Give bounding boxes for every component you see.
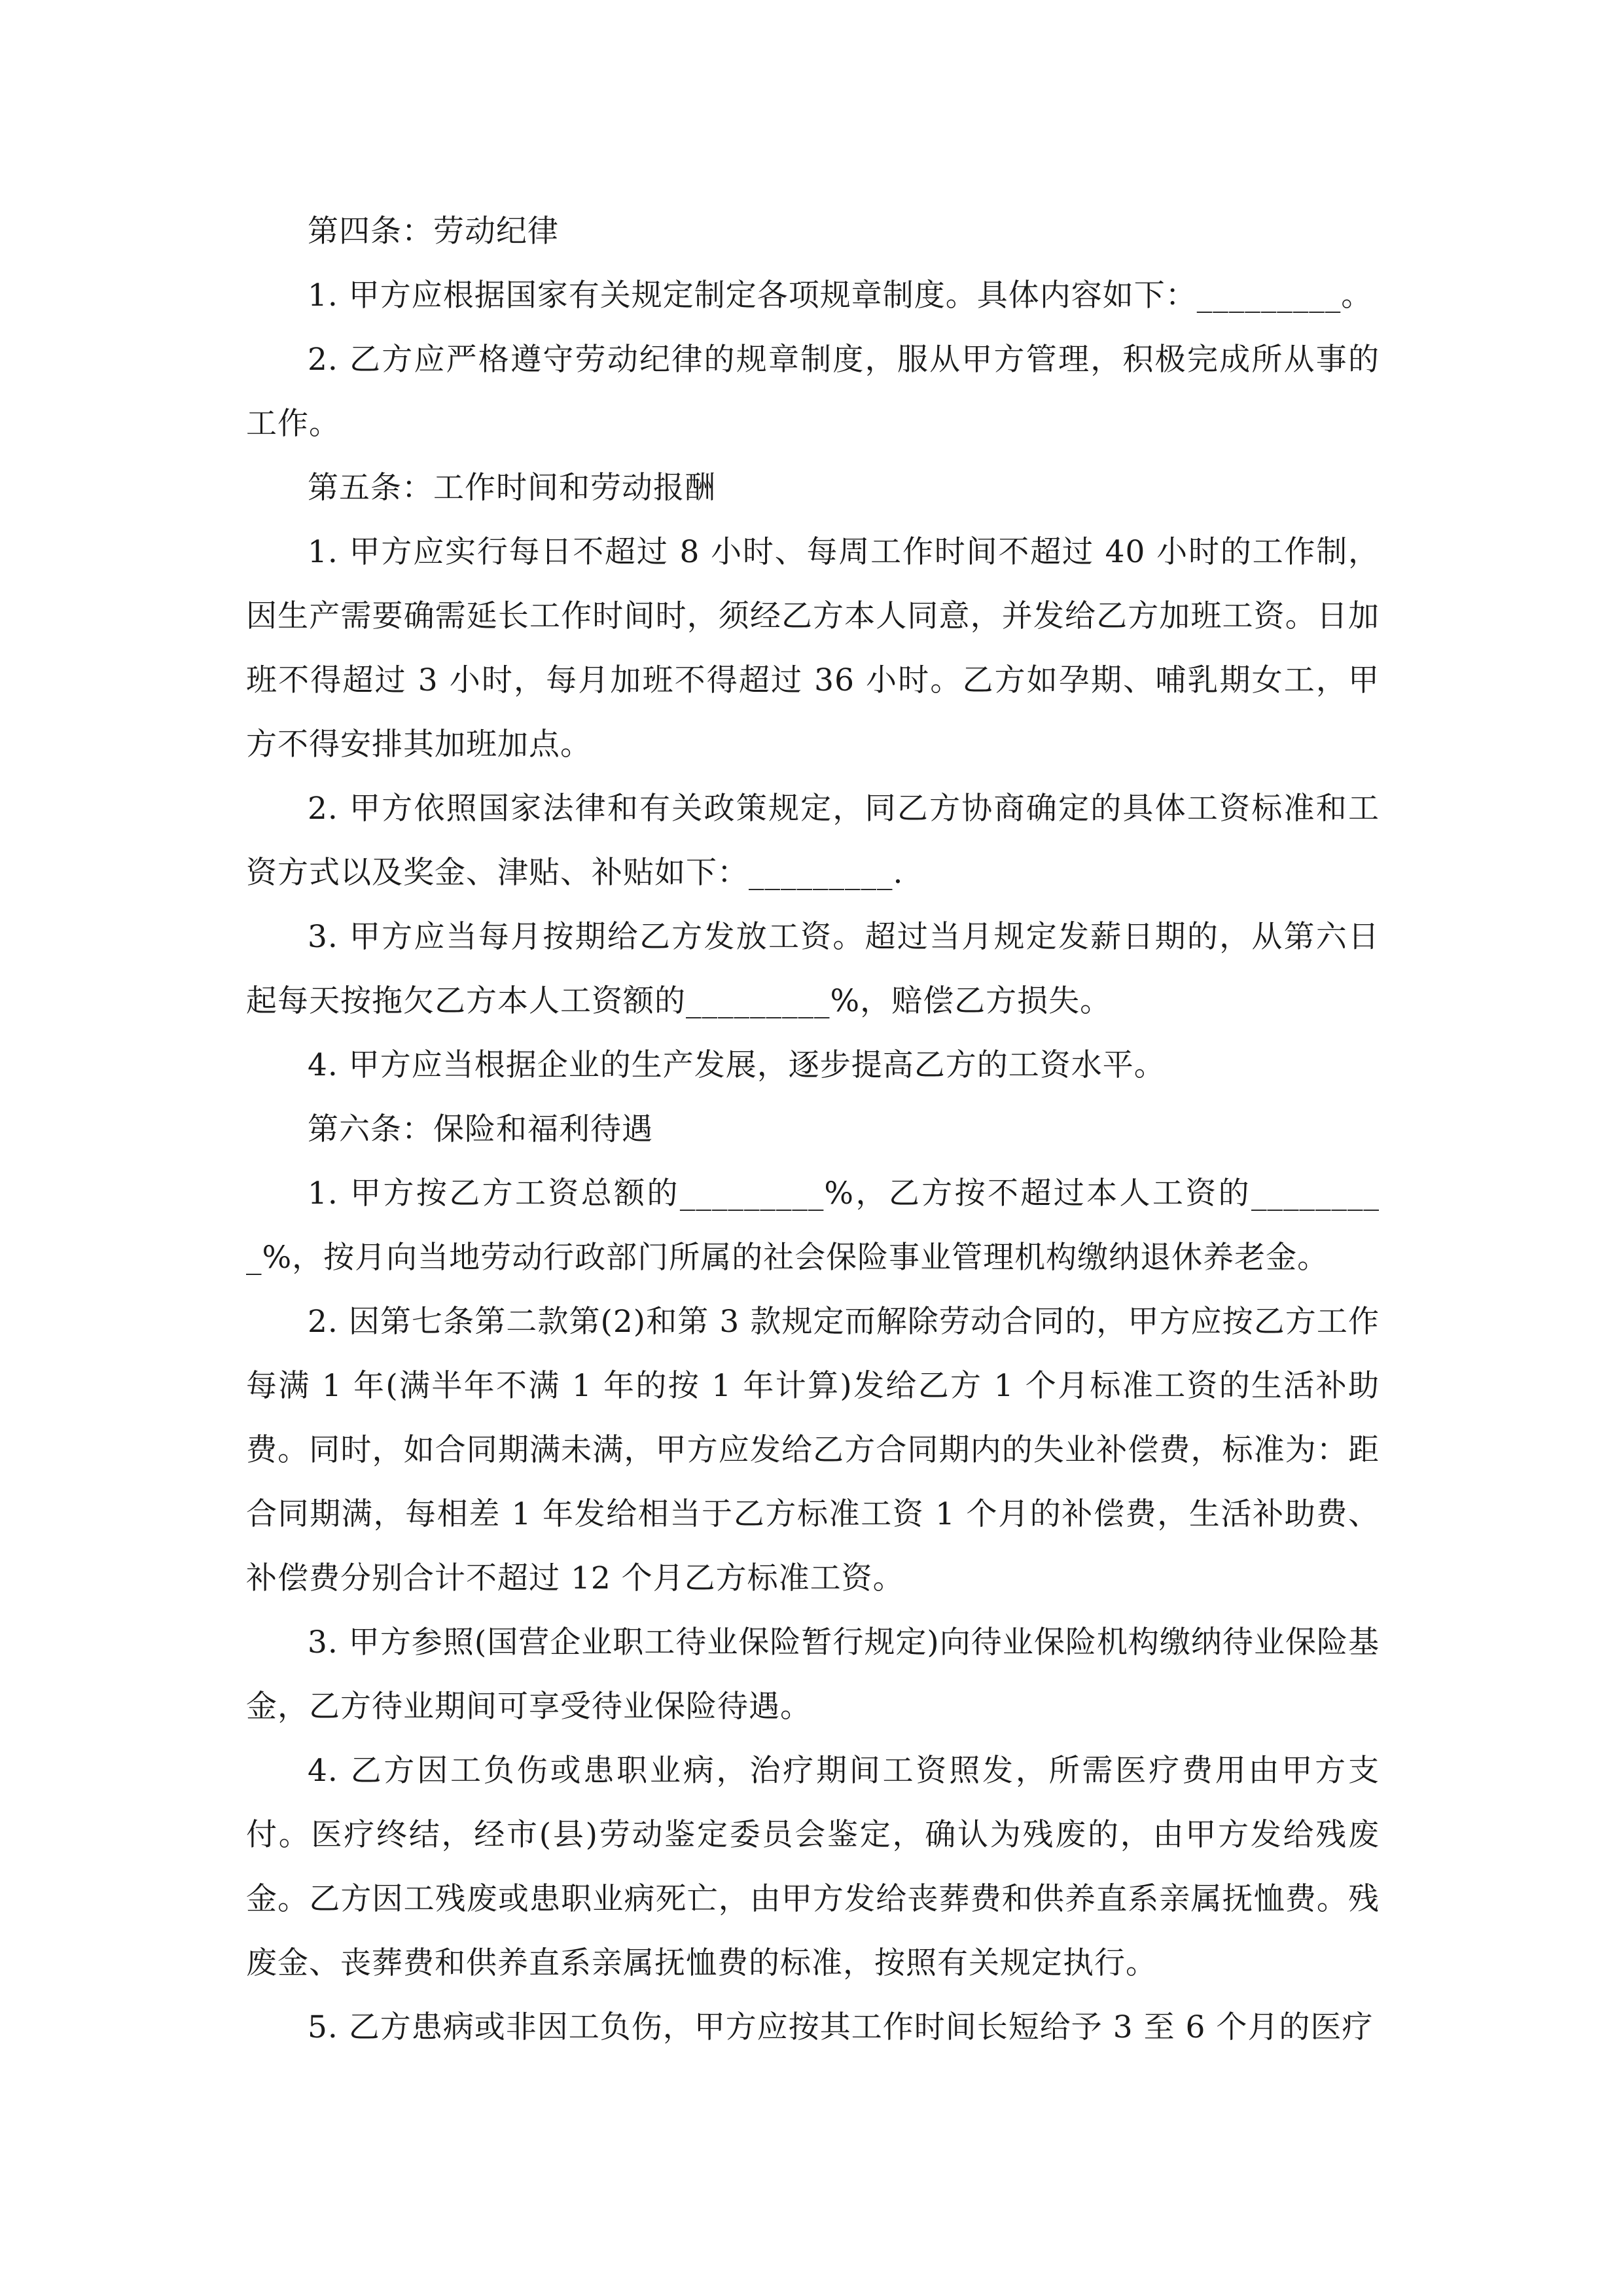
article-6-clause-4: 4. 乙方因工负伤或患职业病，治疗期间工资照发，所需医疗费用由甲方支付。医疗终结，经市(县)劳动鉴定委员会鉴定，确认为残废的，由甲方发给残废金。乙方因工残废或患职业病死亡，由甲方发给丧葬费和供养直系亲属抚恤费。残废金、丧葬费和供养直系亲属抚恤费的标准，按照有关规定执行。 — [246, 1753, 1380, 1981]
article-6-clause-2: 2. 因第七条第二款第(2)和第 3 款规定而解除劳动合同的，甲方应按乙方工作每满 1 年(满半年不满 1 年的按 1 年计算)发给乙方 1 个月标准工资的生活补助费。同时，如合同期满未满，甲方应发给乙方合同期内的失业补偿费，标准为：距合同期满，每相差 1 年发给相当于乙方标准工资 1 个月的补偿费，生活补助费、补偿费分别合计不超过 12 个月乙方标准工资。 — [246, 1304, 1380, 1596]
article-5-clause-4: 4. 甲方应当根据企业的生产发展，逐步提高乙方的工资水平。 — [308, 1047, 1166, 1083]
article-5-clause-3: 3. 甲方应当每月按期给乙方发放工资。超过当月规定发薪日期的，从第六日起每天按拖欠乙方本人工资额的_________%，赔偿乙方损失。 — [246, 919, 1380, 1019]
article-5-clause-1: 1. 甲方应实行每日不超过 8 小时、每周工作时间不超过 40 小时的工作制，因生产需要确需延长工作时间时，须经乙方本人同意，并发给乙方加班工资。日加班不得超过 3 小时，每月加班不得超过 36 小时。乙方如孕期、哺乳期女工，甲方不得安排其加班加点。 — [246, 534, 1380, 762]
document-body — [246, 200, 1380, 2060]
article-5-clause-2: 2. 甲方依照国家法律和有关政策规定，同乙方协商确定的具体工资标准和工资方式以及奖金、津贴、补贴如下：_________. — [246, 791, 1380, 891]
article-5-heading: 第五条：工作时间和劳动报酬 — [308, 470, 716, 506]
article-4-heading: 第四条：劳动纪律 — [308, 213, 559, 249]
article-6-heading: 第六条：保险和福利待遇 — [308, 1111, 653, 1147]
article-6-clause-1: 1. 甲方按乙方工资总额的_________%，乙方按不超过本人工资的_________%，按月向当地劳动行政部门所属的社会保险事业管理机构缴纳退休养老金。 — [246, 1175, 1380, 1276]
article-6-clause-5: 5. 乙方患病或非因工负伤，甲方应按其工作时间长短给予 3 至 6 个月的医疗 — [308, 2009, 1374, 2045]
article-4-clause-2: 2. 乙方应严格遵守劳动纪律的规章制度，服从甲方管理，积极完成所从事的工作。 — [246, 342, 1380, 442]
article-6-clause-3: 3. 甲方参照(国营企业职工待业保险暂行规定)向待业保险机构缴纳待业保险基金，乙方待业期间可享受待业保险待遇。 — [246, 1624, 1380, 1725]
article-4-clause-1: 1. 甲方应根据国家有关规定制定各项规章制度。具体内容如下：_________。 — [308, 278, 1373, 314]
